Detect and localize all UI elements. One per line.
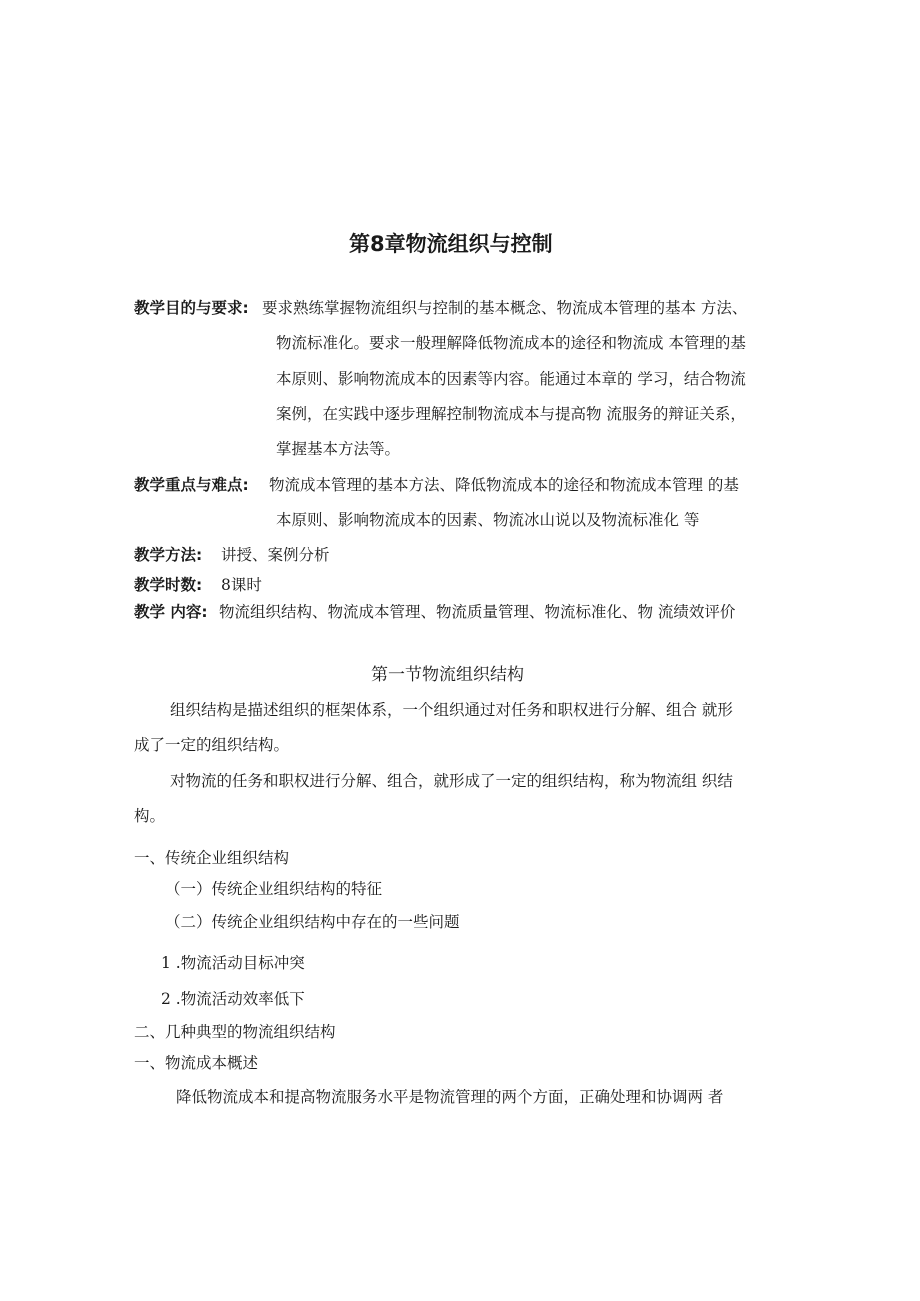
method-label: 教学方法: [134,546,203,564]
objectives-line: 案例，在实践中逐步理解控制物流成本与提高物 流服务的辩证关系， [276,405,746,423]
key-points-line: 物流成本管理的基本方法、降低物流成本的途径和物流成本管理 的基 [269,476,739,494]
key-points-label: 教学重点与难点: [134,476,249,494]
chapter-title: 第8章物流组织与控制 [349,232,553,256]
list-item: 2 .物流活动效率低下 [161,990,305,1008]
heading-3: 一、物流成本概述 [134,1054,259,1072]
objectives-line: 物流标准化。要求一般理解降低物流成本的途径和物流成 本管理的基 [276,334,746,352]
subheading: （一）传统企业组织结构的特征 [165,880,383,898]
objectives-line: 本原则、影响物流成本的因素等内容。能通过本章的 学习，结合物流 [276,370,746,388]
method-value: 讲授、案例分析 [221,546,330,564]
hours-value: 8课时 [221,576,262,594]
paragraph-line: 构。 [134,807,166,825]
section-title: 第一节物流组织结构 [371,665,524,685]
paragraph-line: 对物流的任务和职权进行分解、组合，就形成了一定的组织结构，称为物流组 织结 [170,772,733,790]
paragraph-line: 组织结构是描述组织的框架体系，一个组织通过对任务和职权进行分解、组合 就形 [170,701,733,719]
content-value: 物流组织结构、物流成本管理、物流质量管理、物流标准化、物 流绩效评价 [219,603,736,621]
content-label: 教学 内容: [134,603,208,621]
subheading: （二）传统企业组织结构中存在的一些问题 [165,913,460,931]
list-item: 1 .物流活动目标冲突 [161,954,305,972]
objectives-line: 掌握基本方法等。 [276,440,401,458]
objectives-label: 教学目的与要求: [134,299,249,317]
hours-label: 教学时数: [134,576,203,594]
paragraph-line: 成了一定的组织结构。 [134,736,290,754]
heading-2: 二、几种典型的物流组织结构 [134,1023,336,1041]
paragraph-line: 降低物流成本和提高物流服务水平是物流管理的两个方面，正确处理和协调两 者 [176,1088,724,1106]
key-points-line: 本原则、影响物流成本的因素、物流冰山说以及物流标准化 等 [276,511,700,529]
heading-1: 一、传统企业组织结构 [134,849,290,867]
objectives-line: 要求熟练掌握物流组织与控制的基本概念、物流成本管理的基本 方法、 [262,299,748,317]
